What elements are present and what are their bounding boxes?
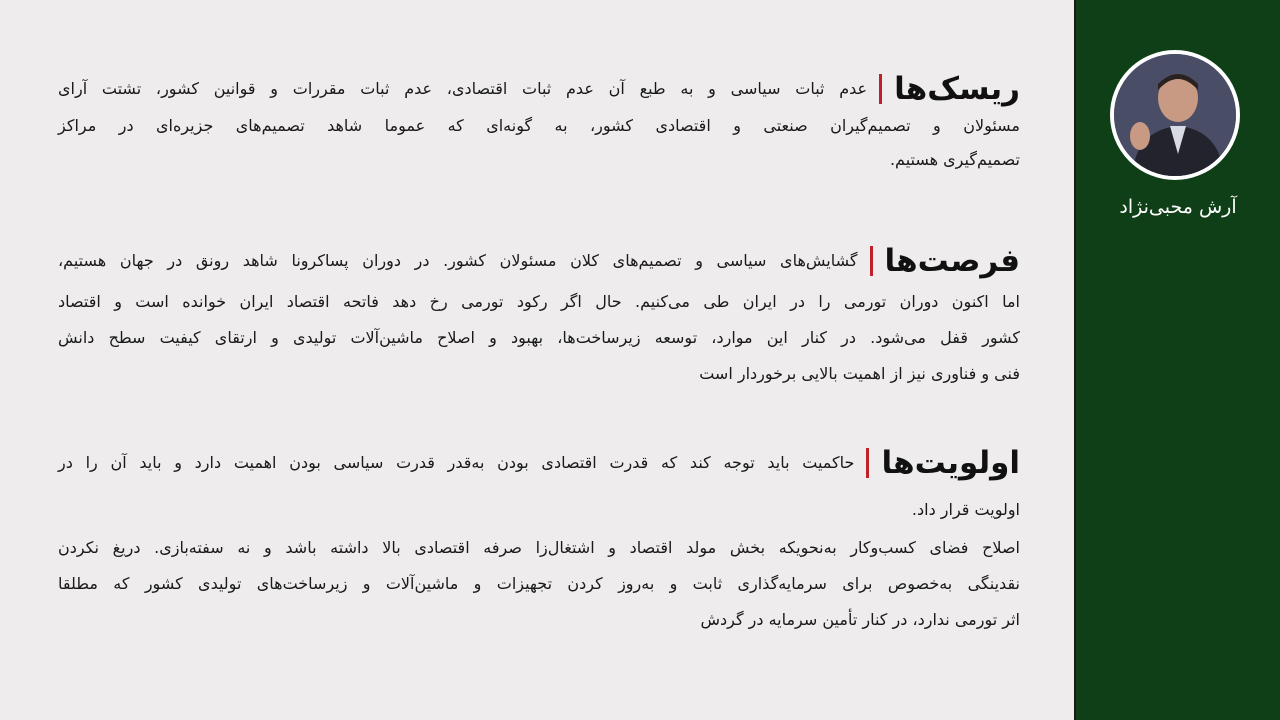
text-line: گشایش‌های سیاسی و تصمیم‌های کلان مسئولان کشور. در دوران پساکرونا شاهد رونق در جهان هستیم، (58, 251, 858, 270)
person-photo-icon (1114, 54, 1236, 176)
text-line: نقدینگی به‌خصوص برای سرمایه‌گذاری ثابت و به‌روز کردن تجهیزات و ماشین‌آلات و زیرساخت‌های تولیدی کشور که مطلقا (58, 574, 1020, 593)
section-priorities (58, 446, 1020, 630)
text-line: اما اکنون دوران تورمی را در ایران طی می‌کنیم. حال اگر رکود تورمی رخ دهد فاتحه اقتصاد ایران خوانده است و اقتصاد (58, 292, 1020, 311)
section-heading: فرصت‌ها (884, 243, 1020, 279)
author-sidebar (1074, 0, 1280, 720)
accent-bar (870, 246, 873, 276)
section-heading: ریسک‌ها (894, 71, 1020, 107)
text-line: مسئولان و تصمیم‌گیران صنعتی و اقتصادی کشور، به گونه‌ای که عموما شاهد تصمیم‌های جزیره‌ای در مراکز (58, 116, 1020, 135)
section-heading-row (58, 72, 1020, 106)
text-line: عدم ثبات سیاسی و به طبع آن عدم ثبات اقتصادی، عدم ثبات مقررات و قوانین کشور، تشتت آرای (58, 79, 868, 98)
text-line: تصمیم‌گیری هستیم. (889, 150, 1020, 169)
text-line: اصلاح فضای کسب‌وکار به‌نحویکه بخش مولد اقتصاد و اشتغال‌زا صرفه اقتصادی بالا داشته باشد و نه سفته‌بازی. دریغ نکردن (58, 538, 1020, 557)
text-line: اولویت قرار داد. (911, 500, 1020, 519)
author-name: آرش محبی‌نژاد (1119, 196, 1237, 218)
section-opportunities (58, 244, 1020, 384)
section-heading: اولویت‌ها (881, 445, 1020, 481)
avatar (1110, 50, 1240, 180)
text-line: فنی و فناوری نیز از اهمیت بالایی برخوردار است (699, 364, 1020, 383)
section-heading-row (58, 244, 1020, 278)
article-body (58, 0, 1020, 720)
text-line: حاکمیت باید توجه کند که قدرت اقتصادی بودن به‌قدر قدرت سیاسی بودن اهمیت دارد و باید آن را در (58, 453, 855, 472)
accent-bar (879, 74, 882, 104)
section-risks (58, 72, 1020, 170)
section-heading-row (58, 446, 1020, 480)
accent-bar (866, 448, 869, 478)
text-line: کشور قفل می‌شود. در کنار این موارد، توسعه زیرساخت‌ها، بهبود و اصلاح ماشین‌آلات تولیدی و ارتقای کیفیت سطح دانش (58, 328, 1020, 347)
text-line: اثر تورمی ندارد، در کنار تأمین سرمایه در گردش (700, 610, 1020, 629)
